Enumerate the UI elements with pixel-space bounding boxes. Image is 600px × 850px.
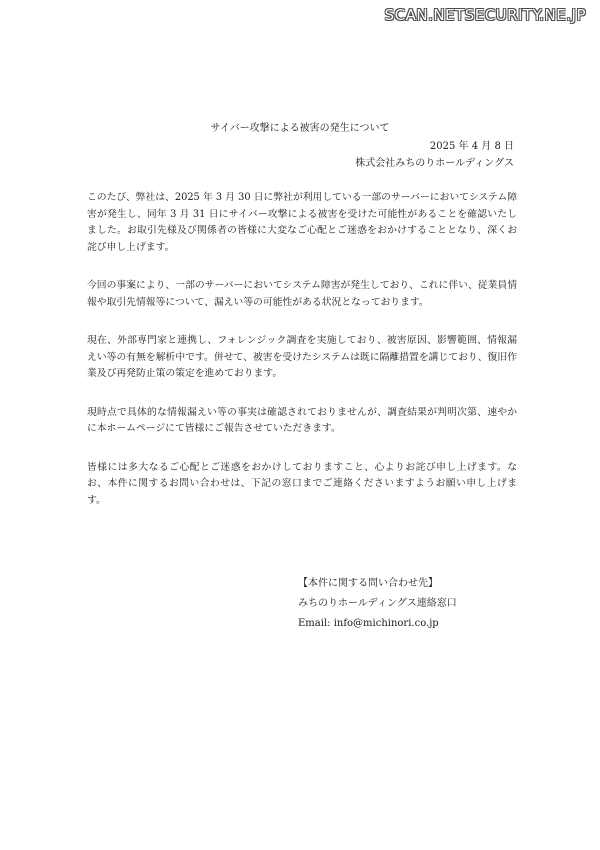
contact-block (298, 574, 457, 634)
paragraph-announcement: このたび、弊社は、2025 年 3 月 30 日に弊社が利用している一部のサーバーにおいてシステム障害が発生し、同年 3 月 31 日にサイバー攻撃による被害を受けた可能性があることを確認いたしました。お取引先様及び関係者の皆様に大変なご心配とご迷惑をおかけすることとなり、深くお詫び申し上げます。 (87, 192, 517, 253)
contact-email: Email: info@michinori.co.jp (298, 618, 439, 629)
document-title: サイバー攻撃による被害の発生について (210, 123, 390, 134)
paragraph-apology: 皆様には多大なるご心配とご迷惑をおかけしておりますこと、心よりお詫び申し上げます。なお、本件に関するお問い合わせは、下記の窓口までご連絡くださいますようお願い申し上げます。 (87, 461, 517, 506)
document-date: 2025 年 4 月 8 日 (429, 141, 514, 152)
contact-office: みちのりホールディングス連絡窓口 (298, 598, 457, 609)
contact-heading: 【本件に関する問い合わせ先】 (298, 578, 438, 589)
company-name: 株式会社みちのりホールディングス (355, 158, 514, 169)
paragraph-impact: 今回の事案により、一部のサーバーにおいてシステム障害が発生しており、これに伴い、従業員情報や取引先情報等について、漏えい等の可能性がある状況となっております。 (87, 280, 517, 308)
document-body (87, 190, 517, 531)
paragraph-investigation: 現在、外部専門家と連携し、フォレンジック調査を実施しており、被害原因、影響範囲、情報漏えい等の有無を解析中です。併せて、被害を受けたシステムは既に隔離措置を講じており、復旧作業及び再発防止策の策定を進めております。 (87, 335, 517, 379)
paragraph-status: 現時点で具体的な情報漏えい等の事実は確認されておりませんが、調査結果が判明次第、速やかに本ホームページにて皆様にご報告させていただきます。 (87, 406, 517, 434)
site-watermark: SCAN.NETSECURITY.NE.JP (384, 6, 586, 24)
